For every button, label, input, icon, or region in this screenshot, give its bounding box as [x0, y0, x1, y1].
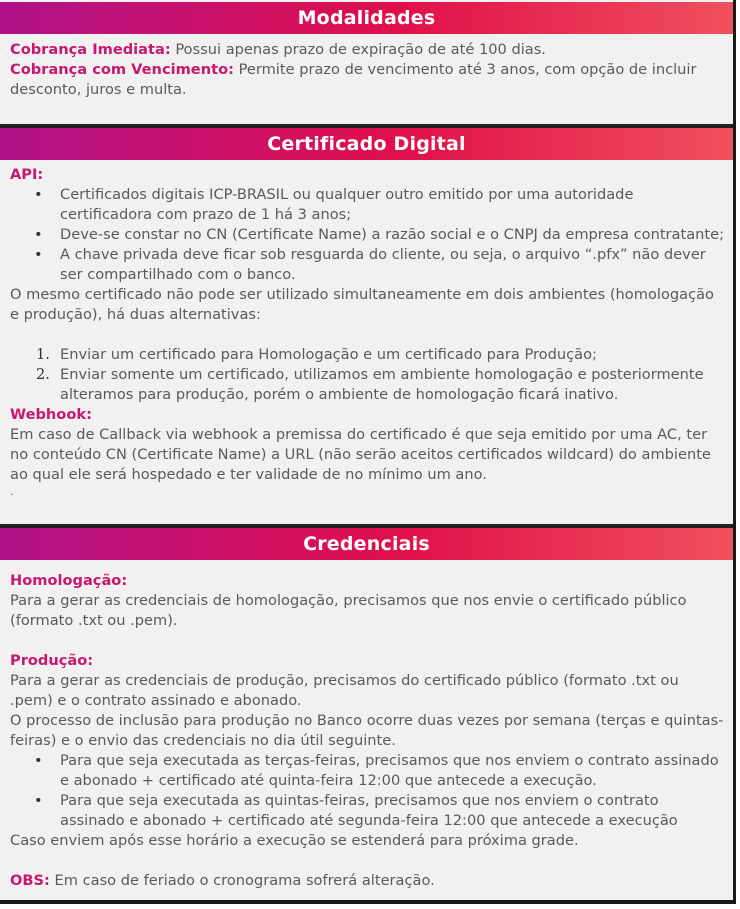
list-text: Enviar um certificado para Homologação e um certificado para Produção;	[60, 346, 597, 363]
homologacao-paragraph: Para a gerar as credenciais de homologação, precisamos que nos envie o certificado público (formato .txt ou .pem).	[10, 592, 687, 629]
api-bullet-list	[10, 185, 726, 285]
section-header-modalidades: Modalidades	[0, 2, 733, 34]
list-item: • Para que seja executada as quintas-feiras, precisamos que nos enviem o contrato assinado e abonado + certificado até segunda-feira 12:00 que antecede a execução	[10, 791, 726, 831]
list-number: 2.	[36, 366, 50, 383]
alternatives-list	[10, 345, 726, 405]
list-item: • Para que seja executada as terças-feiras, precisamos que nos enviem o contrato assinado e abonado + certificado até quinta-feira 12:00 que antecede a execução.	[10, 751, 726, 791]
list-item: • Deve-se constar no CN (Certificate Name) a razão social e o CNPJ da empresa contratante;	[10, 225, 726, 245]
api-label: API:	[10, 166, 44, 183]
credenciais-content	[10, 571, 726, 891]
modalidade-text: Permite prazo de vencimento até 3 anos, com opção de incluir desconto, juros e multa.	[10, 61, 697, 98]
producao-paragraph: O processo de inclusão para produção no Banco ocorre duas vezes por semana (terças e quintas-feiras) e o envio das credenciais no dia útil seguinte.	[10, 712, 724, 749]
obs-label: OBS:	[10, 872, 50, 889]
section-header-credenciais: Credenciais	[0, 528, 733, 560]
modalidade-item	[10, 60, 726, 100]
producao-paragraph: Caso enviem após esse horário a execução se estenderá para próxima grade.	[10, 832, 579, 849]
stray-dot: .	[10, 485, 14, 498]
certificado-paragraph: O mesmo certificado não pode ser utilizado simultaneamente em dois ambientes (homologação e produção), há duas alternativas:	[10, 286, 714, 323]
list-item	[10, 365, 726, 405]
section-header-certificado: Certificado Digital	[0, 128, 733, 160]
list-item: • Certificados digitais ICP-BRASIL ou qualquer outro emitido por uma autoridade certificadora com prazo de 1 há 3 anos;	[10, 185, 726, 225]
modalidade-label: Cobrança Imediata:	[10, 41, 171, 58]
list-item: • A chave privada deve ficar sob resguarda do cliente, ou seja, o arquivo “.pfx” não dever ser compartilhado com o banco.	[10, 245, 726, 285]
obs-text: Em caso de feriado o cronograma sofrerá alteração.	[49, 872, 435, 889]
modalidades-content	[10, 40, 726, 100]
webhook-paragraph: Em caso de Callback via webhook a premissa do certificado é que seja emitido por uma AC, ter no conteúdo CN (Certificate Name) a URL (não serão aceitos certificados wildcard) do ambiente ao qual ele será hospedado e ter validade de no mínimo um ano.	[10, 426, 711, 483]
modalidade-label: Cobrança com Vencimento:	[10, 61, 234, 78]
webhook-label: Webhook:	[10, 406, 92, 423]
modalidade-item	[10, 40, 726, 60]
producao-bullet-list	[10, 751, 726, 831]
producao-paragraph: Para a gerar as credenciais de produção, precisamos do certificado público (formato .txt ou .pem) e o contrato assinado e abonado.	[10, 672, 679, 709]
list-item	[10, 345, 726, 365]
list-text: Enviar somente um certificado, utilizamos em ambiente homologação e posteriormente alteramos para produção, porém o ambiente de homologação ficará inativo.	[60, 366, 704, 403]
list-number: 1.	[36, 346, 50, 363]
obs-note	[10, 871, 726, 891]
producao-label: Produção:	[10, 652, 94, 669]
modalidade-text: Possui apenas prazo de expiração de até 100 dias.	[170, 41, 546, 58]
certificado-content	[10, 165, 726, 499]
homologacao-label: Homologação:	[10, 572, 128, 589]
